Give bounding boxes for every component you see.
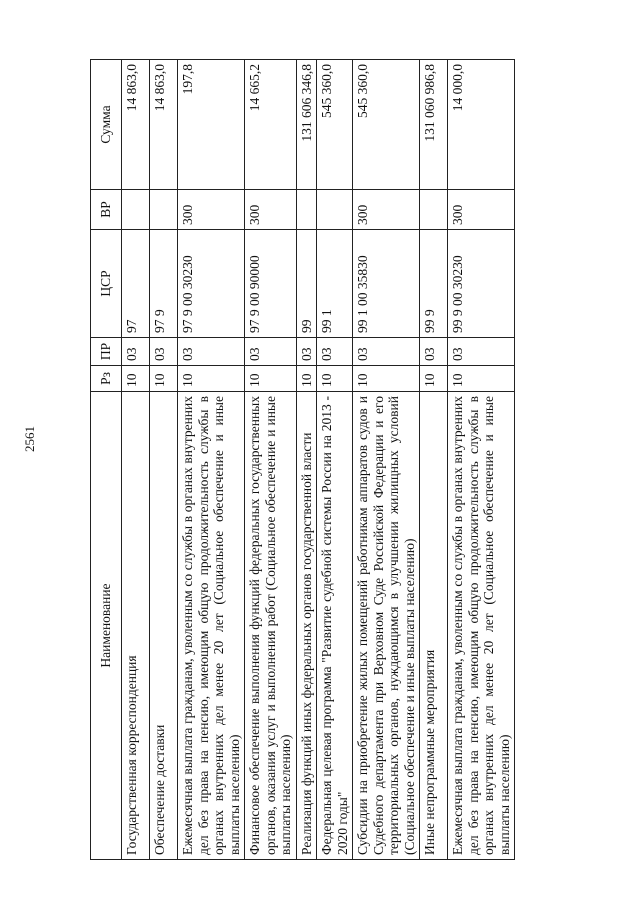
row-csr: 99 1: [317, 230, 353, 338]
row-rz: 10: [448, 366, 515, 392]
row-pr: 03: [448, 338, 515, 366]
header-csr: ЦСР: [91, 230, 122, 338]
row-name: Субсидии на приобретение жилых помещений работникам аппаратов судов и Судебного департамента при Верховном Суде Российской Федерации и его территориальных органов, нуждающимся в улучшении жилищных условий (Социальное обеспечение и иные выплаты населению): [353, 392, 420, 860]
row-rz: 10: [122, 366, 150, 392]
row-csr: 97: [122, 230, 150, 338]
row-csr: 99 9 00 30230: [448, 230, 515, 338]
budget-table: [90, 59, 515, 860]
row-rz: 10: [296, 366, 317, 392]
table-row: [245, 60, 297, 860]
row-sum: 545 360,0: [317, 60, 353, 190]
row-name: Иные непрограммные мероприятия: [420, 392, 448, 860]
row-name: Государственная корреспонденция: [122, 392, 150, 860]
table-row: [353, 60, 420, 860]
row-rz: 10: [353, 366, 420, 392]
row-csr: 99: [296, 230, 317, 338]
header-name: Наименование: [91, 392, 122, 860]
row-pr: 03: [122, 338, 150, 366]
row-pr: 03: [296, 338, 317, 366]
row-csr: 97 9 00 30230: [178, 230, 245, 338]
row-rz: 10: [178, 366, 245, 392]
row-sum: 131 060 986,8: [420, 60, 448, 190]
row-sum: 545 360,0: [353, 60, 420, 190]
row-name: Финансовое обеспечение выполнения функций федеральных государственных органов, оказания услуг и выполнения работ (Социальное обеспечение и иные выплаты населению): [245, 392, 297, 860]
row-name: Реализация функций иных федеральных органов государственной власти: [296, 392, 317, 860]
row-pr: 03: [150, 338, 178, 366]
row-pr: 03: [178, 338, 245, 366]
row-sum: 131 606 346,8: [296, 60, 317, 190]
row-vr: [296, 190, 317, 230]
row-vr: [150, 190, 178, 230]
table-row: [448, 60, 515, 860]
row-sum: 14 863,0: [122, 60, 150, 190]
table-row: [420, 60, 448, 860]
header-pr: ПР: [91, 338, 122, 366]
row-csr: 99 9: [420, 230, 448, 338]
row-rz: 10: [245, 366, 297, 392]
row-pr: 03: [245, 338, 297, 366]
row-name: Обеспечение доставки: [150, 392, 178, 860]
row-pr: 03: [420, 338, 448, 366]
header-vr: ВР: [91, 190, 122, 230]
row-sum: 197,8: [178, 60, 245, 190]
row-sum: 14 000,0: [448, 60, 515, 190]
row-sum: 14 665,2: [245, 60, 297, 190]
row-rz: 10: [420, 366, 448, 392]
row-vr: 300: [353, 190, 420, 230]
table-row: [296, 60, 317, 860]
header-sum: Сумма: [91, 60, 122, 190]
row-sum: 14 863,0: [150, 60, 178, 190]
row-vr: [420, 190, 448, 230]
table-row: [317, 60, 353, 860]
row-csr: 97 9: [150, 230, 178, 338]
row-csr: 99 1 00 35830: [353, 230, 420, 338]
row-rz: 10: [317, 366, 353, 392]
row-pr: 03: [317, 338, 353, 366]
row-name: Федеральная целевая программа "Развитие судебной системы России на 2013 - 2020 годы": [317, 392, 353, 860]
header-rz: Рз: [91, 366, 122, 392]
table-row: [122, 60, 150, 860]
table-row: [178, 60, 245, 860]
row-csr: 97 9 00 90000: [245, 230, 297, 338]
row-vr: 300: [245, 190, 297, 230]
table-header-row: [91, 60, 122, 860]
row-pr: 03: [353, 338, 420, 366]
row-rz: 10: [150, 366, 178, 392]
row-vr: [122, 190, 150, 230]
row-name: Ежемесячная выплата гражданам, уволенным со службы в органах внутренних дел без права на пенсию, имеющим общую продолжительность службы в органах внутренних дел менее 20 лет (Социальное обеспечение и иные выплаты населению): [448, 392, 515, 860]
row-vr: 300: [448, 190, 515, 230]
row-vr: 300: [178, 190, 245, 230]
rotated-table-wrapper: [90, 60, 595, 860]
table-row: [150, 60, 178, 860]
page-number: 2561: [22, 426, 37, 452]
row-name: Ежемесячная выплата гражданам, уволенным со службы в органах внутренних дел без права на пенсию, имеющим общую продолжительность службы в органах внутренних дел менее 20 лет (Социальное обеспечение и иные выплаты населению): [178, 392, 245, 860]
row-vr: [317, 190, 353, 230]
